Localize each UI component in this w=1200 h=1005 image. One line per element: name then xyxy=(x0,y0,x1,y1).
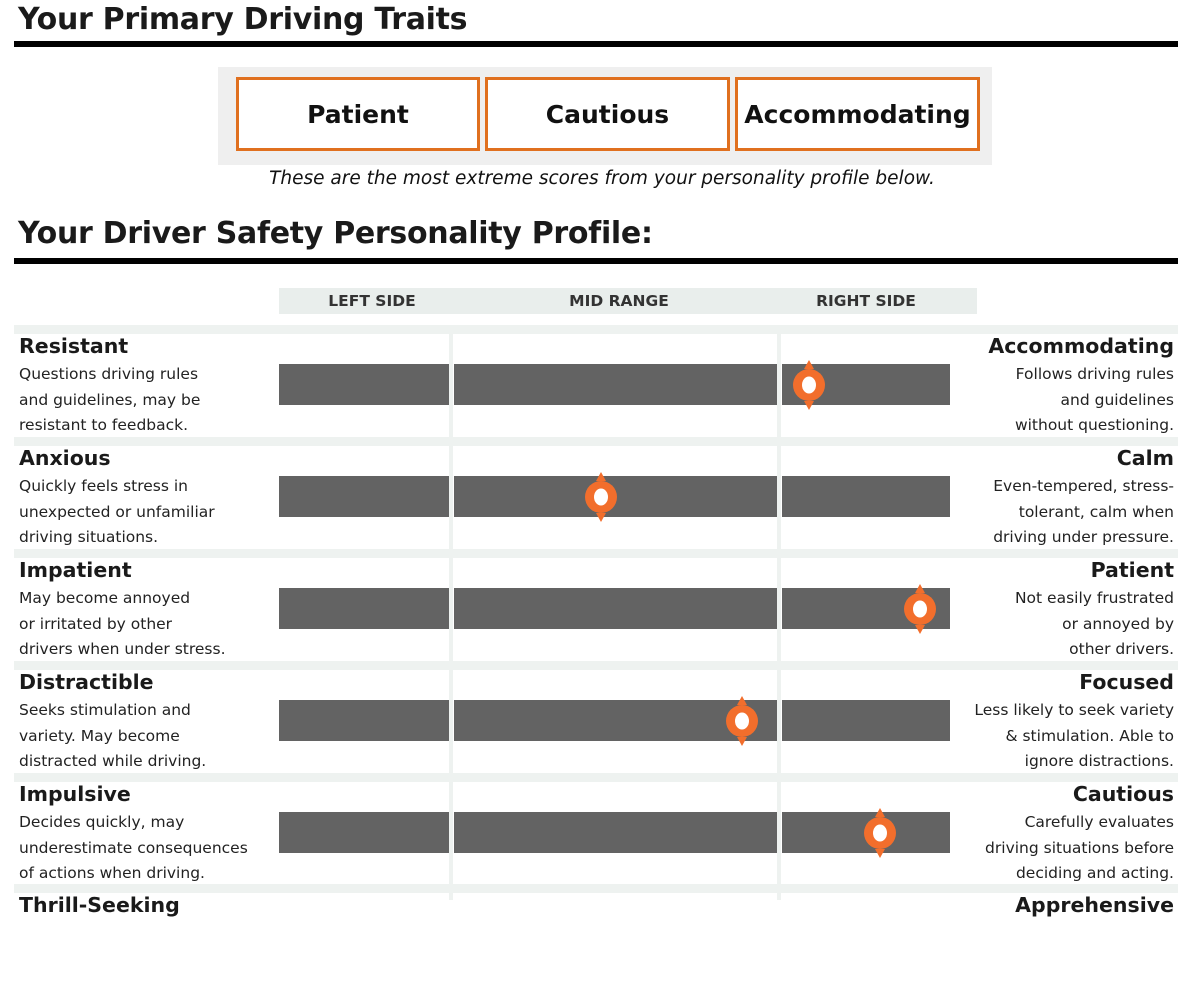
left-trait-title: Anxious xyxy=(19,446,111,470)
description-line: Less likely to seek variety xyxy=(974,701,1174,719)
description-line: Follows driving rules xyxy=(1015,365,1174,383)
primary-trait-label: Accommodating xyxy=(744,99,971,129)
score-bar-segment xyxy=(782,476,950,517)
description-line: ignore distractions. xyxy=(1024,752,1174,770)
profile-row xyxy=(0,893,1200,1005)
score-bar-segment xyxy=(279,476,449,517)
description-line: underestimate consequences xyxy=(19,838,248,857)
right-trait-description xyxy=(974,698,1174,775)
description-line: Quickly feels stress in xyxy=(19,477,189,495)
primary-trait-label: Patient xyxy=(307,99,409,129)
description-line: driving situations. xyxy=(19,528,159,546)
description-line: Questions driving rules xyxy=(19,365,199,383)
left-trait-title: Resistant xyxy=(19,334,129,358)
description-line: other drivers. xyxy=(1069,640,1174,658)
left-trait-title: Impatient xyxy=(19,558,132,582)
description-line: drivers when under stress. xyxy=(19,640,226,658)
score-marker-icon xyxy=(724,696,760,746)
right-trait-description xyxy=(985,810,1174,887)
description-line: & stimulation. Able to xyxy=(1005,726,1174,745)
description-line: and guidelines, may be xyxy=(19,390,201,409)
score-marker-icon xyxy=(862,808,898,858)
score-bar-segment xyxy=(782,700,950,741)
description-line: distracted while driving. xyxy=(19,752,207,770)
column-label-left: LEFT SIDE xyxy=(328,292,416,310)
primary-trait-label: Cautious xyxy=(545,99,670,129)
column-header xyxy=(279,288,977,314)
left-trait-description xyxy=(19,474,215,551)
score-bar-segment xyxy=(279,700,449,741)
left-trait-description xyxy=(19,362,200,439)
description-line: Carefully evaluates xyxy=(1024,813,1174,831)
description-line: Decides quickly, may xyxy=(19,813,185,831)
description-line: resistant to feedback. xyxy=(19,416,189,434)
score-bar-segment xyxy=(279,588,449,629)
primary-traits-heading: Your Primary Driving Traits xyxy=(18,2,468,37)
score-marker-icon xyxy=(902,584,938,634)
right-trait-description xyxy=(1015,362,1174,439)
column-label-mid: MID RANGE xyxy=(569,292,669,310)
description-line: tolerant, calm when xyxy=(1018,502,1174,521)
right-trait-title: Accommodating xyxy=(988,334,1174,358)
score-marker-icon xyxy=(791,360,827,410)
description-line: Seeks stimulation and xyxy=(19,701,191,719)
description-line: and guidelines xyxy=(1060,390,1174,409)
description-line: variety. May become xyxy=(19,726,180,745)
left-trait-description xyxy=(19,698,206,775)
left-trait-title: Thrill-Seeking xyxy=(19,893,180,917)
right-trait-description xyxy=(993,474,1174,551)
profile-row xyxy=(0,334,1200,446)
description-line: of actions when driving. xyxy=(19,864,205,882)
score-marker-icon xyxy=(583,472,619,522)
primary-trait-card xyxy=(735,77,980,151)
heading-rule xyxy=(14,258,1178,264)
description-line: or annoyed by xyxy=(1062,614,1174,633)
right-trait-title: Calm xyxy=(1116,446,1174,470)
left-trait-description xyxy=(19,586,226,663)
right-trait-title: Apprehensive xyxy=(1015,893,1174,917)
description-line: deciding and acting. xyxy=(1015,864,1174,882)
primary-trait-card xyxy=(236,77,480,151)
description-line: driving under pressure. xyxy=(993,528,1174,546)
description-line: unexpected or unfamiliar xyxy=(19,502,215,521)
primary-traits-panel xyxy=(218,67,992,165)
description-line: May become annoyed xyxy=(19,589,191,607)
description-line: without questioning. xyxy=(1014,416,1174,434)
right-trait-title: Patient xyxy=(1090,558,1174,582)
score-bar-segment xyxy=(454,588,777,629)
primary-traits-note: These are the most extreme scores from your personality profile below. xyxy=(269,168,935,189)
score-bar-segment xyxy=(279,364,449,405)
left-trait-description xyxy=(19,810,248,887)
description-line: Even-tempered, stress- xyxy=(993,477,1174,495)
profile-row xyxy=(0,558,1200,670)
profile-heading: Your Driver Safety Personality Profile: xyxy=(18,216,653,251)
right-trait-title: Focused xyxy=(1079,670,1174,694)
row-separator xyxy=(14,325,1178,334)
score-bar-segment xyxy=(454,812,777,853)
score-bar-segment xyxy=(279,812,449,853)
column-label-right: RIGHT SIDE xyxy=(816,292,916,310)
left-trait-title: Impulsive xyxy=(19,782,131,806)
profile-row xyxy=(0,670,1200,782)
description-line: driving situations before xyxy=(985,838,1174,857)
heading-rule xyxy=(14,41,1178,47)
primary-trait-card xyxy=(485,77,730,151)
description-line: or irritated by other xyxy=(19,614,173,633)
description-line: Not easily frustrated xyxy=(1014,589,1174,607)
right-trait-description xyxy=(1015,586,1174,663)
left-trait-title: Distractible xyxy=(19,670,154,694)
score-bar-segment xyxy=(454,364,777,405)
profile-row xyxy=(0,446,1200,558)
right-trait-title: Cautious xyxy=(1072,782,1174,806)
profile-row xyxy=(0,782,1200,894)
